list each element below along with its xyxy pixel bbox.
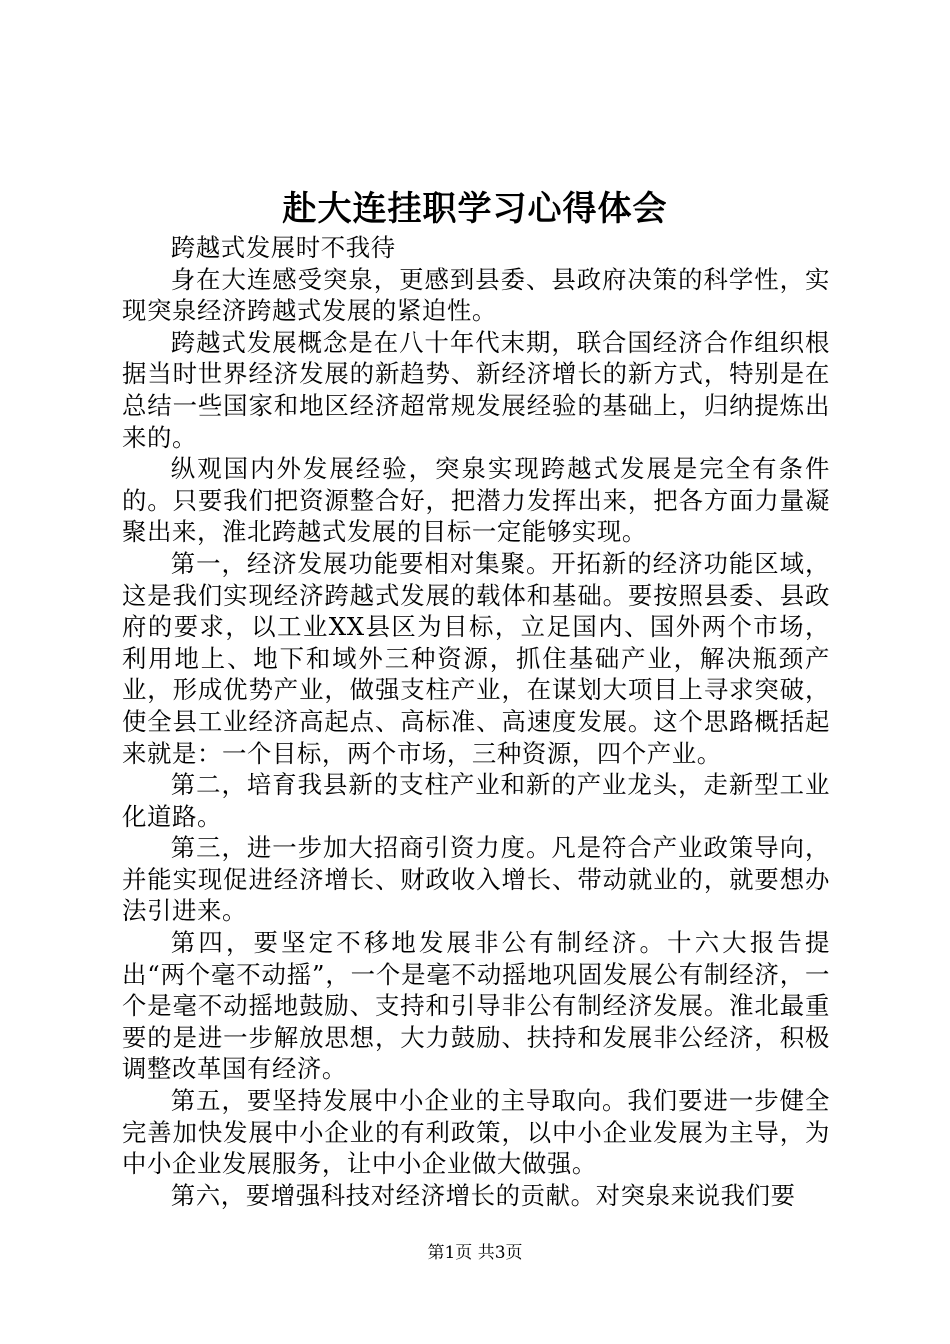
paragraph: 第三，进一步加大招商引资力度。凡是符合产业政策导向，并能实现促进经济增长、财政收入增长、带动就业的，就要想办法引进来。 xyxy=(122,833,830,926)
paragraph: 身在大连感受突泉，更感到县委、县政府决策的科学性，实现突泉经济跨越式发展的紧迫性。 xyxy=(122,264,830,326)
paragraph: 第四，要坚定不移地发展非公有制经济。十六大报告提出“两个毫不动摇”，一个是毫不动摇地巩固发展公有制经济，一个是毫不动摇地鼓励、支持和引导非公有制经济发展。淮北最重要的是进一步解放思想，大力鼓励、扶持和发展非公经济，积极调整改革国有经济。 xyxy=(122,928,830,1084)
paragraph: 第二，培育我县新的支柱产业和新的产业龙头，走新型工业化道路。 xyxy=(122,770,830,831)
paragraph: 跨越式发展概念是在八十年代末期，联合国经济合作组织根据当时世界经济发展的新趋势、新经济增长的新方式，特别是在总结一些国家和地区经济超常规发展经验的基础上，归纳提炼出来的。 xyxy=(122,327,830,452)
paragraph: 第一，经济发展功能要相对集聚。开拓新的经济功能区域，这是我们实现经济跨越式发展的载体和基础。要按照县委、县政府的要求，以工业XX县区为目标，立足国内、国外两个市场，利用地上、地下和域外三种资源，抓住基础产业，解决瓶颈产业，形成优势产业，做强支柱产业，在谋划大项目上寻求突破，使全县工业经济高起点、高标准、高速度发展。这个思路概括起来就是：一个目标，两个市场，三种资源，四个产业。 xyxy=(122,548,830,768)
document-title: 赴大连挂职学习心得体会 xyxy=(282,189,668,229)
paragraph: 第六，要增强科技对经济增长的贡献。对突泉来说我们要 xyxy=(170,1180,796,1210)
page-footer: 第1页 共3页 xyxy=(427,1243,523,1263)
paragraph: 纵观国内外发展经验，突泉实现跨越式发展是完全有条件的。只要我们把资源整合好，把潜力发挥出来，把各方面力量凝聚出来，淮北跨越式发展的目标一定能够实现。 xyxy=(122,454,830,547)
document-body xyxy=(122,232,830,1211)
paragraph-heading: 跨越式发展时不我待 xyxy=(170,233,396,262)
paragraph: 第五，要坚持发展中小企业的主导取向。我们要进一步健全完善加快发展中小企业的有利政策，以中小企业发展为主导，为中小企业发展服务，让中小企业做大做强。 xyxy=(122,1086,830,1179)
